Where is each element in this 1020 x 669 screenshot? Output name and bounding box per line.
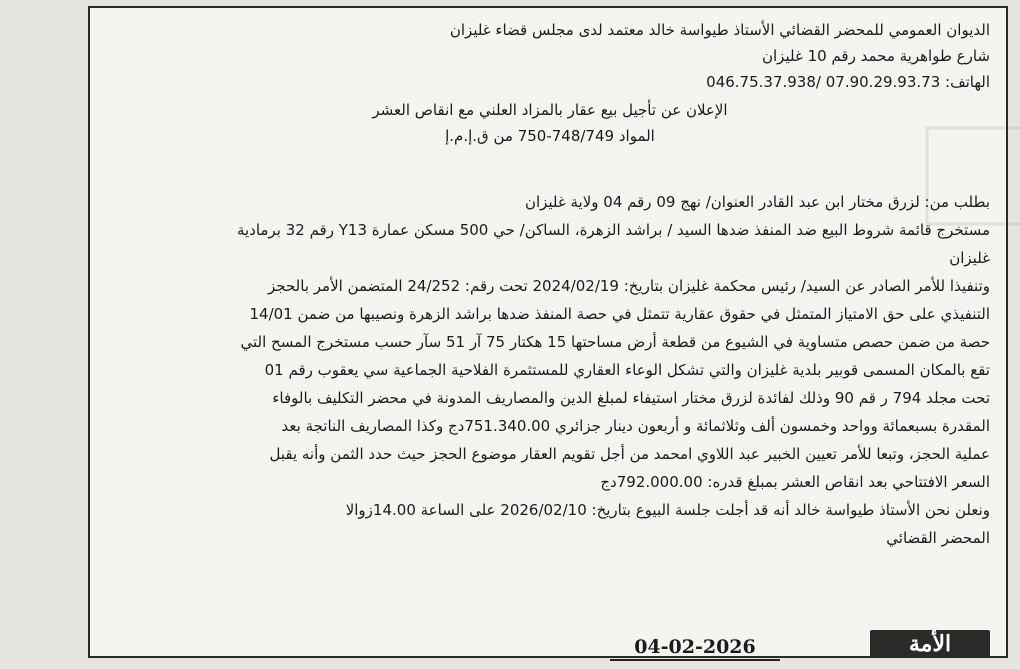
- body-line-2: مستخرج قائمة شروط البيع ضد المنفذ ضدها السيد / براشد الزهرة، الساكن/ حي 500 مسكن عمارة Y13 رقم 32 برمادية: [236, 221, 990, 239]
- announcement-title: الإعلان عن تأجيل بيع عقار بالمزاد العلني مع انقاص العشر: [372, 101, 728, 119]
- newspaper-logo: الأمة: [870, 630, 990, 658]
- body-line-1: بطلب من: لزرق مختار ابن عبد القادر العنوان/ نهج 09 رقم 04 ولاية غليزان: [524, 193, 990, 211]
- body-line-12: ونعلن نحن الأستاذ طيواسة خالد أنه قد أجلت جلسة البيوع بتاريخ: 2026/02/10 على الساعة 14.00زوالا: [345, 501, 990, 519]
- body-line-9: المقدرة بسبعمائة وواحد وخمسون ألف وثلاثمائة و أربعون دينار جزائري 751.340.00دج وكذا المصاريف الناتجة بعد: [281, 417, 990, 435]
- body-line-7: تقع بالمكان المسمى قوبير بلدية غليزان والتي تشكل الوعاء العقاري للمستثمرة الفلاحية الجماعية سي يعقوب رقم 01: [264, 361, 990, 379]
- header-office-line: الديوان العمومي للمحضر القضائي الأستاذ طيواسة خالد معتمد لدى مجلس قضاء غليزان: [449, 21, 990, 39]
- body-line-3: غليزان: [949, 249, 990, 267]
- announcement-page: [88, 6, 1008, 658]
- announcement-articles: المواد 748/749-750 من ق.إ.م.إ: [445, 127, 655, 145]
- body-line-4: وتنفيذا للأمر الصادر عن السيد/ رئيس محكمة غليزان بتاريخ: 2024/02/19 تحت رقم: 24/252 المتضمن الأمر بالحجز: [268, 277, 990, 295]
- body-line-8: تحت مجلد 794 ر قم 90 وذلك لفائدة لزرق مختار استيفاء لمبلغ الدين والمصاريف المدونة في محضر التكليف بالوفاء: [272, 389, 990, 407]
- header-address-line: شارع طواهرية محمد رقم 10 غليزان: [762, 47, 990, 65]
- signature-label: المحضر القضائي: [886, 529, 990, 547]
- body-line-10: عملية الحجز، وتبعا للأمر تعيين الخبير عبد اللاوي امحمد من أجل تقويم العقار موضوع الحجز حيث حدد الثمن وأنه يقبل: [269, 445, 990, 463]
- body-line-6: حصة من ضمن حصص متساوية في الشيوع من قطعة أرض مساحتها 15 هكتار 75 آر 51 سآر حسب مستخرج المسح التي: [240, 333, 990, 351]
- body-line-11: السعر الافتتاحي بعد انقاص العشر بمبلغ قدره: 792.000.00دج: [600, 473, 990, 491]
- document-body: [90, 8, 1010, 660]
- body-line-5: التنفيذي على حق الامتياز المتمثل في حقوق عقارية تتمثل في حصة المنفذ ضدها براشد الزهرة ونصيبها من ضمن 14/01: [249, 305, 990, 323]
- publication-date: 04-02-2026: [610, 635, 780, 661]
- header-phone-line: الهاتف: 07.90.29.93.73 /046.75.37.938: [706, 73, 990, 91]
